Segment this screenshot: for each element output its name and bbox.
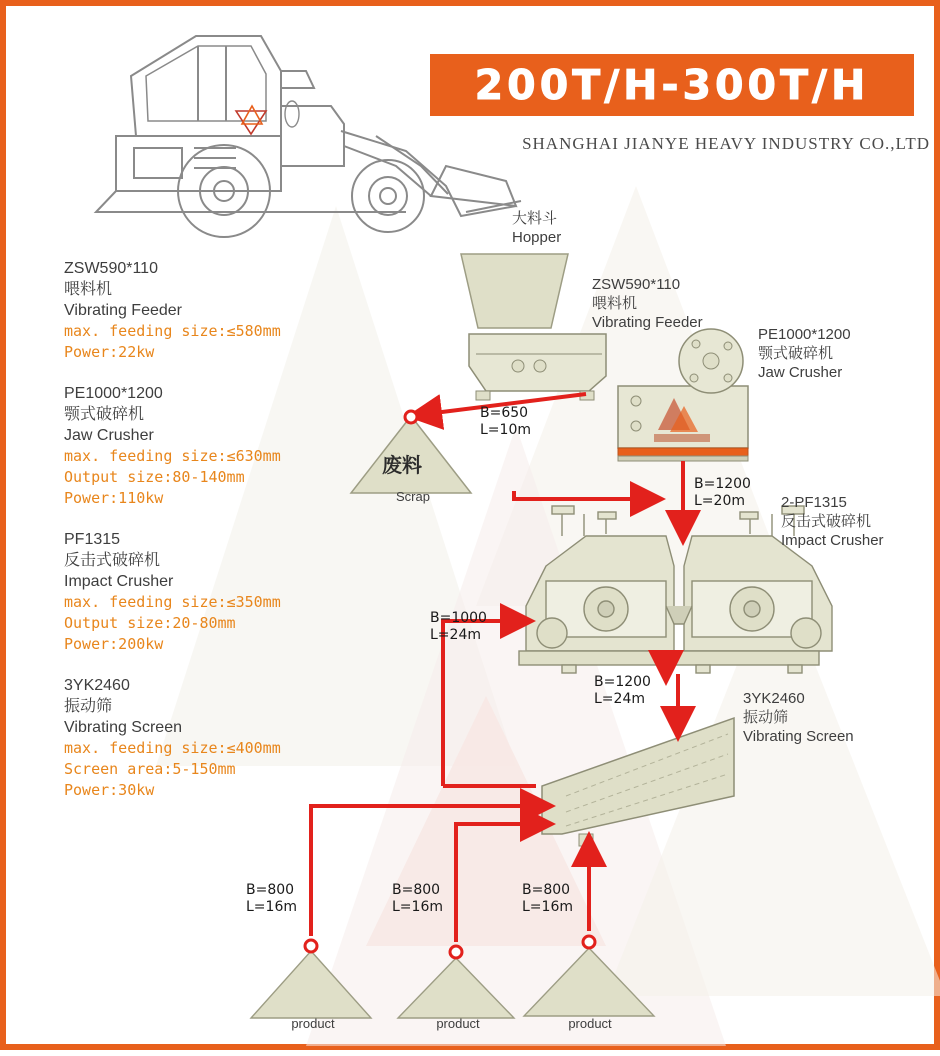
spec-model: 3YK2460	[64, 677, 130, 694]
spec-detail: max. feeding size:≤630mm	[64, 447, 281, 465]
belt-width: B=1200	[594, 674, 651, 690]
label-jaw-crusher	[758, 325, 851, 382]
spec-name-en: Vibrating Feeder	[64, 302, 182, 319]
label-scrap-en: Scrap	[396, 489, 430, 504]
vibrating-screen-shape	[542, 718, 734, 834]
hopper-shape	[461, 254, 568, 328]
arrow-return-to-impact	[443, 621, 516, 786]
label-impact-model: 2-PF1315	[781, 494, 847, 511]
spec-name-cn: 反击式破碎机	[64, 552, 161, 569]
flowchart-stage	[6, 6, 940, 1056]
spec-name-cn: 振动筛	[64, 698, 113, 715]
spec-detail: Screen area:5-150mm	[64, 760, 236, 778]
label-product-2: product	[436, 1016, 480, 1031]
spec-name-en: Vibrating Screen	[64, 719, 182, 736]
arrow-to-impact	[514, 491, 646, 499]
spec-model: ZSW590*110	[64, 260, 158, 277]
belt-width: B=800	[522, 882, 571, 898]
belt-label-return	[430, 610, 487, 644]
belt-width: B=800	[246, 882, 295, 898]
label-vibrating-screen	[743, 689, 854, 746]
label-screen-model: 3YK2460	[743, 690, 805, 707]
label-scrap-cn: 废料	[382, 455, 422, 477]
belt-width: B=650	[480, 405, 529, 421]
label-hopper-en: Hopper	[512, 229, 562, 246]
belt-length: L=20m	[694, 493, 745, 509]
label-feeder-cn: 喂料机	[592, 295, 638, 312]
spec-detail: Power:30kw	[64, 781, 155, 799]
belt-width: B=1200	[694, 476, 751, 492]
spec-name-en: Impact Crusher	[64, 573, 174, 590]
spec-detail: Power:200kw	[64, 635, 164, 653]
product-pile-shape	[524, 948, 654, 1016]
label-product-3: product	[568, 1016, 612, 1031]
label-feeder	[592, 275, 703, 332]
spec-detail: Output size:20-80mm	[64, 614, 236, 632]
label-jaw-model: PE1000*1200	[758, 326, 851, 343]
belt-length: L=16m	[522, 899, 573, 915]
label-product-1: product	[291, 1016, 335, 1031]
label-hopper	[512, 209, 561, 247]
label-feeder-model: ZSW590*110	[592, 276, 681, 293]
belt-width: B=800	[392, 882, 441, 898]
belt-length: L=24m	[594, 691, 645, 707]
label-impact-en: Impact Crusher	[781, 532, 884, 549]
belt-label-product-1	[246, 882, 297, 916]
spec-name-cn: 颚式破碎机	[64, 406, 145, 423]
spec-detail: max. feeding size:≤350mm	[64, 593, 281, 611]
label-jaw-en: Jaw Crusher	[758, 364, 843, 381]
belt-label-jaw-to-impact	[694, 476, 751, 510]
label-impact-cn: 反击式破碎机	[781, 513, 872, 530]
spec-detail: max. feeding size:≤400mm	[64, 739, 281, 757]
belt-length: L=10m	[480, 422, 531, 438]
belt-length: L=24m	[430, 627, 481, 643]
label-screen-cn: 振动筛	[743, 709, 789, 726]
spec-model: PE1000*1200	[64, 385, 163, 402]
spec-model: PF1315	[64, 531, 121, 548]
spec-detail: max. feeding size:≤580mm	[64, 322, 281, 340]
spec-detail: Power:110kw	[64, 489, 164, 507]
label-jaw-cn: 颚式破碎机	[758, 345, 834, 362]
belt-label-product-3	[522, 882, 573, 916]
spec-detail: Output size:80-140mm	[64, 468, 245, 486]
belt-length: L=16m	[246, 899, 297, 915]
belt-width: B=1000	[430, 610, 487, 626]
spec-name-cn: 喂料机	[64, 281, 113, 298]
product-pile-shape	[251, 951, 371, 1018]
banner-title: 200T/H-300T/H	[474, 61, 870, 109]
spec-detail: Power:22kw	[64, 343, 155, 361]
label-hopper-cn: 大料斗	[512, 210, 558, 227]
belt-label-product-2	[392, 882, 443, 916]
belt-length: L=16m	[392, 899, 443, 915]
spec-name-en: Jaw Crusher	[64, 427, 154, 444]
label-screen-en: Vibrating Screen	[743, 728, 854, 745]
company-name: SHANGHAI JIANYE HEAVY INDUSTRY CO.,LTD	[522, 134, 930, 153]
belt-label-scrap	[480, 405, 531, 439]
belt-label-impact-to-screen	[594, 674, 651, 708]
label-feeder-en: Vibrating Feeder	[592, 314, 703, 331]
product-pile-shape	[398, 958, 514, 1018]
label-impact-crusher	[781, 493, 884, 550]
